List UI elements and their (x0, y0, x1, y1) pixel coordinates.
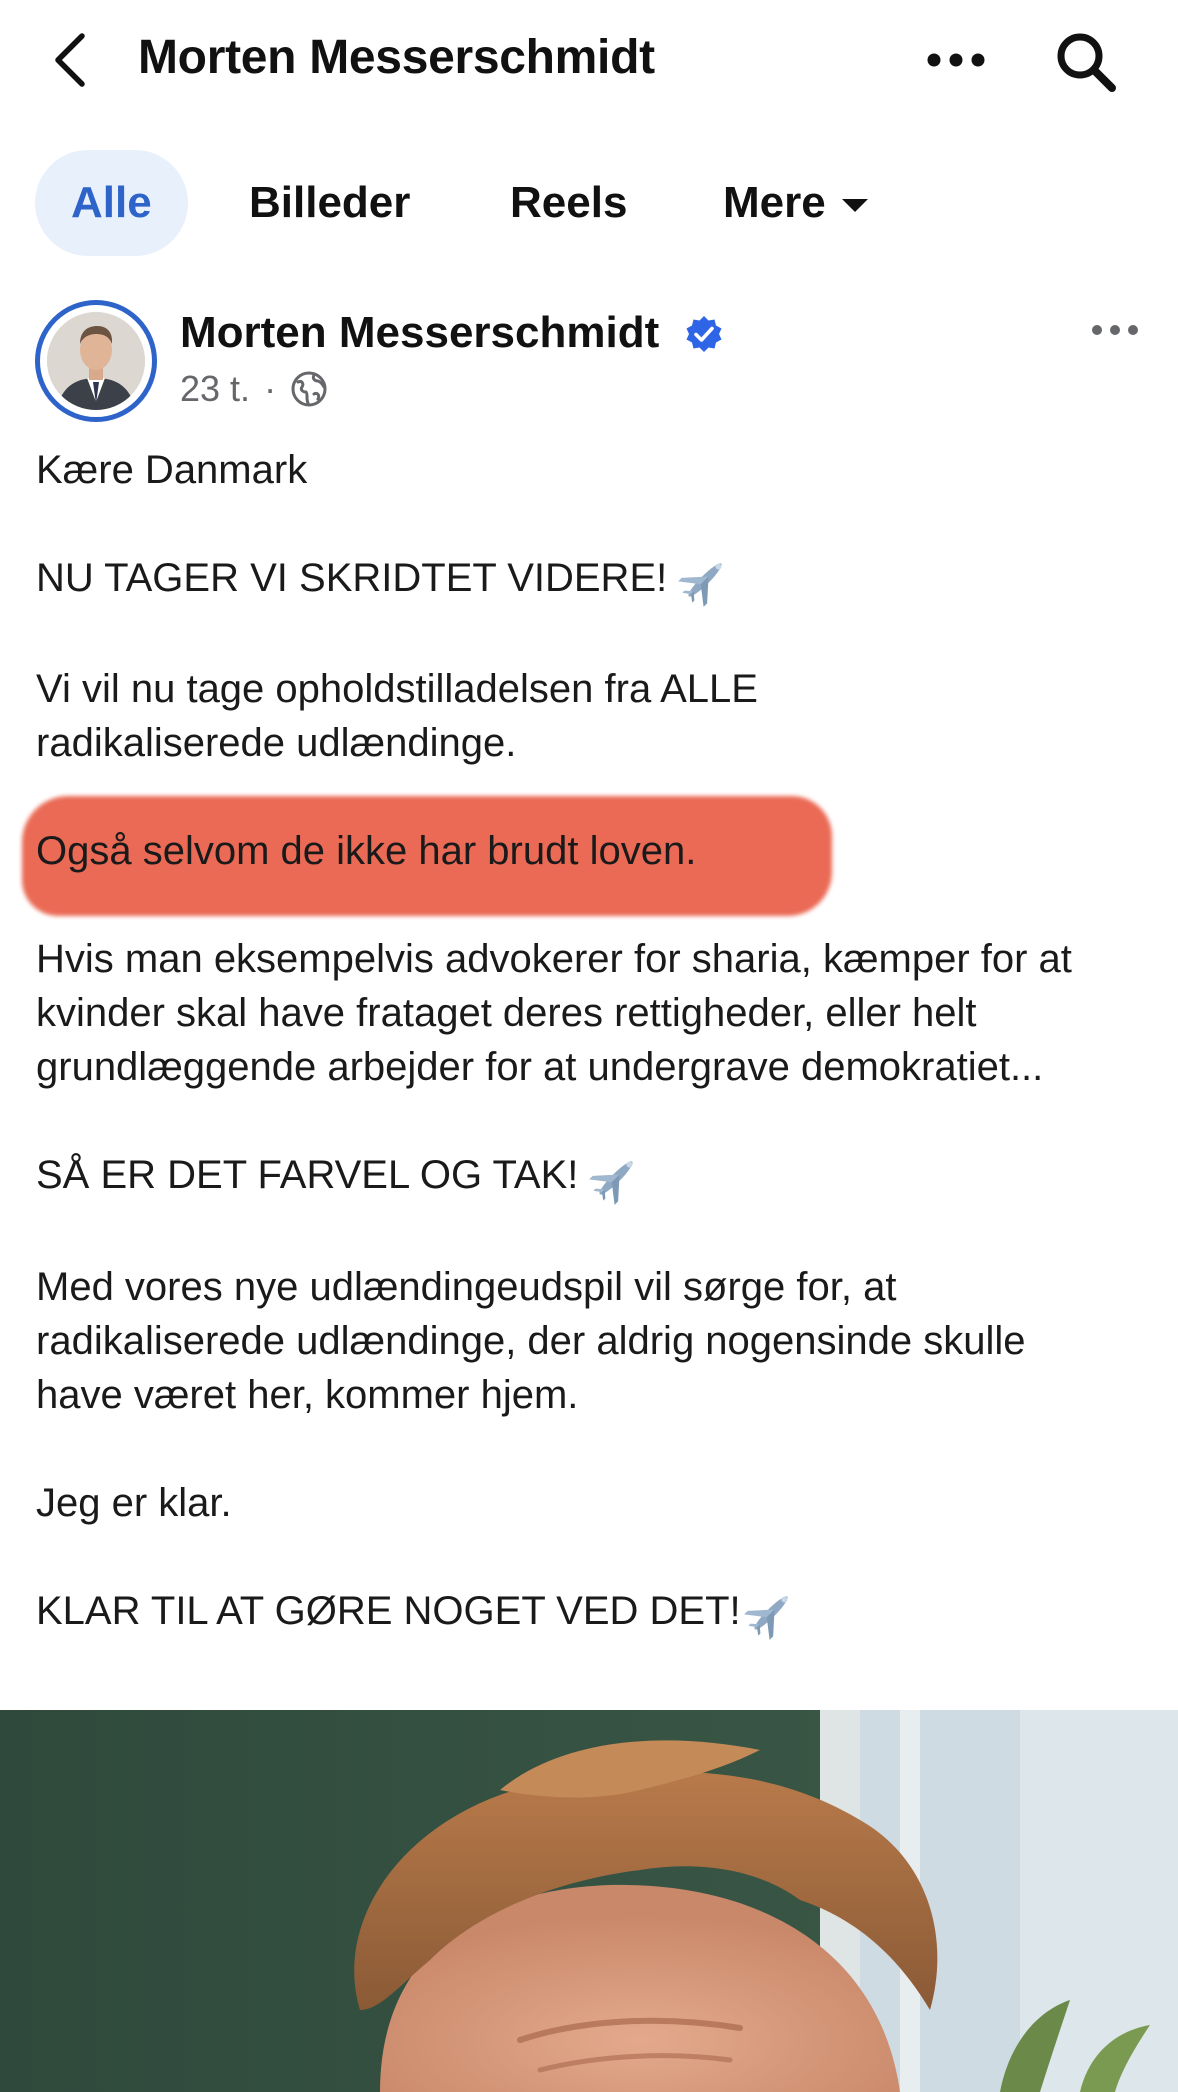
tab-more[interactable] (723, 150, 868, 256)
post-text (36, 443, 1146, 1695)
search-button[interactable] (1050, 26, 1122, 98)
post-time[interactable]: 23 t. (180, 368, 251, 409)
highlight-mark (36, 824, 696, 878)
chevron-left-icon (50, 32, 90, 88)
post-paragraph-text: KLAR TIL AT GØRE NOGET VED DET! (36, 1588, 741, 1633)
search-icon (1054, 30, 1118, 94)
top-bar (0, 0, 1178, 120)
post-photo-image (0, 1710, 1178, 2092)
post-paragraph: Hvis man eksempelvis advokerer for sharia, kæmper for at kvinder skal have frataget deres rettigheder, eller helt grundlæggende arbejder for at undergrave demokratiet... (36, 937, 1072, 1090)
tab-more-label: Mere (723, 178, 826, 227)
post-photo[interactable] (0, 1710, 1178, 2092)
airplane-icon (677, 552, 733, 608)
back-button[interactable] (40, 28, 100, 92)
post-paragraph (36, 1584, 1146, 1641)
tab-pictures[interactable]: Billeder (249, 178, 411, 227)
post-paragraph-text: Også selvom de ikke har brudt loven. (36, 829, 697, 874)
post-paragraph: Jeg er klar. (36, 1480, 232, 1525)
ellipsis-icon (926, 52, 986, 68)
meta-separator: · (264, 368, 277, 409)
post-header (0, 296, 1178, 426)
post-meta (180, 368, 328, 410)
tab-all[interactable]: Alle (35, 150, 188, 256)
post-paragraph: Vi vil nu tage opholdstilladelsen fra ALLE radikaliserede udlændinge. (36, 667, 758, 766)
caret-down-icon (842, 199, 868, 212)
post-paragraph: Kære Danmark (36, 448, 308, 492)
airplane-icon (743, 1585, 799, 1641)
post-paragraph (36, 551, 1146, 608)
avatar-image (47, 312, 145, 410)
post-author-name[interactable]: Morten Messerschmidt (180, 308, 660, 357)
post-paragraph: Med vores nye udlændingeudspil vil sørge for, at radikaliserede udlændinge, der aldrig nogensinde skulle have været her, kommer hjem. (36, 1264, 1026, 1417)
tab-reels[interactable]: Reels (510, 178, 628, 227)
post-paragraph-text: NU TAGER VI SKRIDTET VIDERE! (36, 556, 668, 600)
page-title: Morten Messerschmidt (138, 31, 655, 84)
post-paragraph-text: SÅ ER DET FARVEL OG TAK! (36, 1153, 579, 1198)
ellipsis-icon (1091, 324, 1139, 336)
verified-badge-icon (684, 314, 724, 354)
post-paragraph-highlighted (36, 824, 1146, 878)
avatar[interactable] (35, 300, 157, 422)
more-options-button[interactable] (920, 30, 992, 90)
post-options-button[interactable] (1080, 310, 1150, 350)
post-paragraph (36, 1148, 1146, 1205)
filter-tabs (0, 148, 1178, 258)
airplane-icon (588, 1150, 644, 1206)
globe-icon (290, 370, 328, 408)
